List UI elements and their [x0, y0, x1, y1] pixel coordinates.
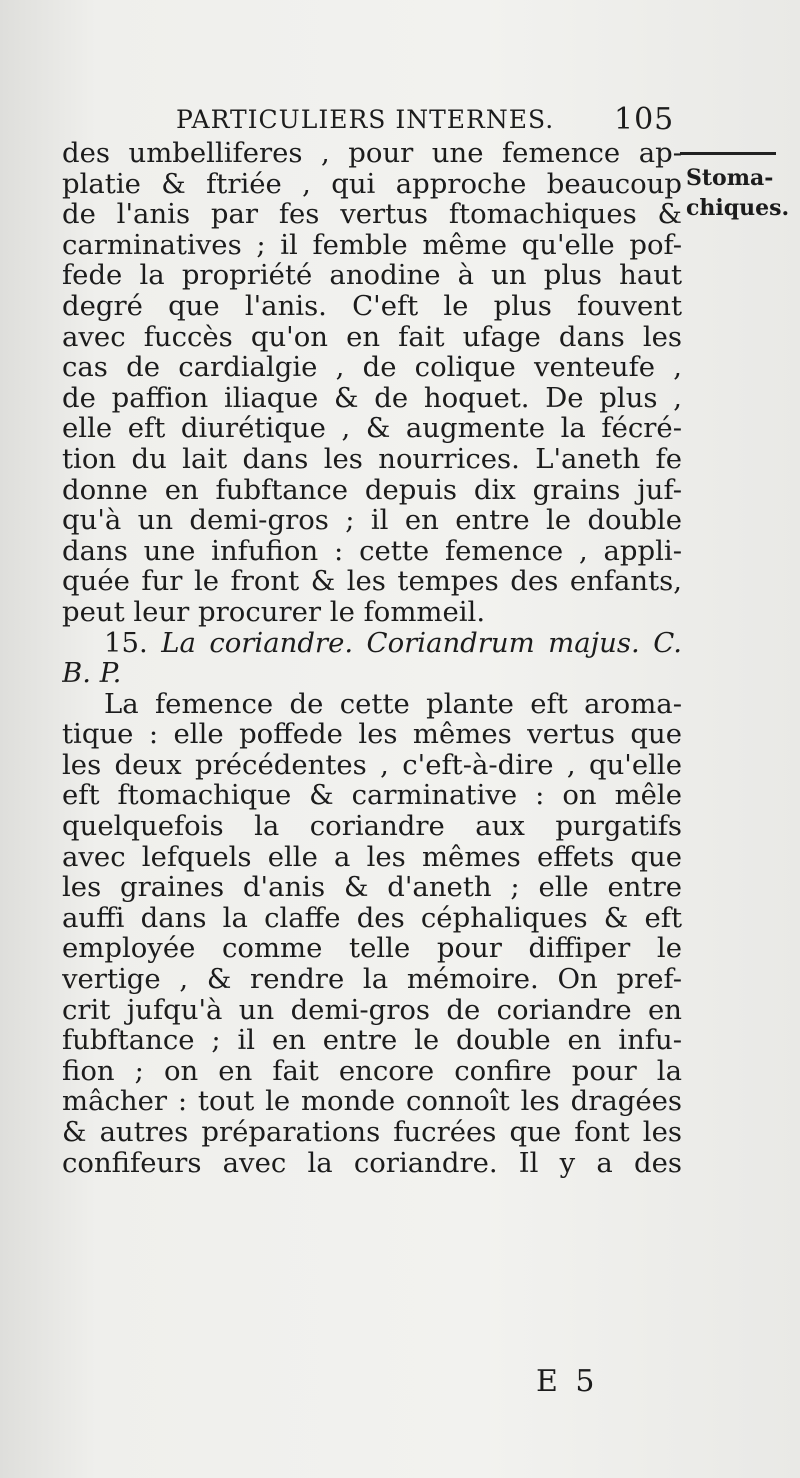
text-line: elle eft diurétique , & augmente la fécré- [62, 413, 682, 444]
text-line: confifeurs avec la coriandre. Il y a des [62, 1147, 682, 1179]
text-line: quée fur le front & les tempes des enfants, [62, 566, 682, 597]
text-line: les graines d'anis & d'aneth ; elle entre [62, 872, 682, 903]
section-number: 15. [104, 627, 148, 659]
signature-mark: E 5 [536, 1364, 599, 1399]
text-line: La femence de cette plante eft aroma- [104, 688, 682, 720]
text-line: tion du lait dans les nourrices. L'aneth fe [62, 443, 682, 475]
margin-note [686, 163, 798, 223]
margin-note-line: Stoma- [686, 165, 774, 191]
text-line: crit jufqu'à un demi-gros de coriandre en [62, 994, 682, 1026]
text-line: qu'à un demi-gros ; il en entre le double [62, 505, 682, 536]
text-line: mâcher : tout le monde connoît les dragées [62, 1086, 682, 1117]
text-line: & autres préparations fucrées que font les [62, 1117, 682, 1148]
text-line: de paffion iliaque & de hoquet. De plus , [62, 382, 682, 414]
text-line: donne en fubftance depuis dix grains juf- [62, 474, 682, 506]
text-line: des umbelliferes , pour une femence ap- [62, 138, 682, 169]
text-line: platie & ftriée , qui approche beaucoup [62, 168, 682, 200]
text-line: avec lefquels elle a les mêmes effets que [62, 841, 682, 873]
text-line: fubftance ; il en entre le double en infu- [62, 1025, 682, 1056]
text-line: vertige , & rendre la mémoire. On pref- [62, 964, 682, 995]
text-line: cas de cardialgie , de colique venteufe , [62, 352, 682, 383]
text-line: auffi dans la claffe des céphaliques & eft [62, 902, 682, 934]
text-line: les deux précédentes , c'eft-à-dire , qu'elle [62, 749, 682, 781]
page-number: 105 [614, 102, 675, 137]
body-text [62, 138, 682, 1178]
text-line: carminatives ; il femble même qu'elle pof- [62, 229, 682, 261]
margin-note-line: chiques. [686, 195, 790, 221]
text-line: avec fuccès qu'on en fait ufage dans les [62, 321, 682, 353]
section-title: La coriandre. Coriandrum majus. C. [161, 627, 682, 659]
text-line: peut leur procurer le fommeil. [62, 596, 486, 628]
text-line: tique : elle poffede les mêmes vertus que [62, 719, 682, 750]
running-head [176, 100, 676, 140]
text-line: dans une infufion : cette femence , appli- [62, 535, 682, 567]
text-line: employée comme telle pour diffiper le [62, 933, 682, 965]
section-heading-continuation [62, 658, 682, 689]
running-head-title: PARTICULIERS INTERNES. [176, 105, 555, 134]
text-line: degré que l'anis. C'eft le plus fouvent [62, 290, 682, 322]
section-heading [62, 628, 682, 659]
section-title-continuation: B. P. [62, 658, 122, 689]
margin-rule [680, 152, 776, 155]
text-line: quelquefois la coriandre aux purgatifs [62, 811, 682, 842]
text-line: fede la propriété anodine à un plus haut [62, 260, 682, 291]
text-line: de l'anis par fes vertus ftomachiques & [62, 199, 682, 230]
text-line: fion ; on en fait encore confire pour la [62, 1055, 682, 1087]
text-line: eft ftomachique & carminative : on mêle [62, 780, 682, 812]
